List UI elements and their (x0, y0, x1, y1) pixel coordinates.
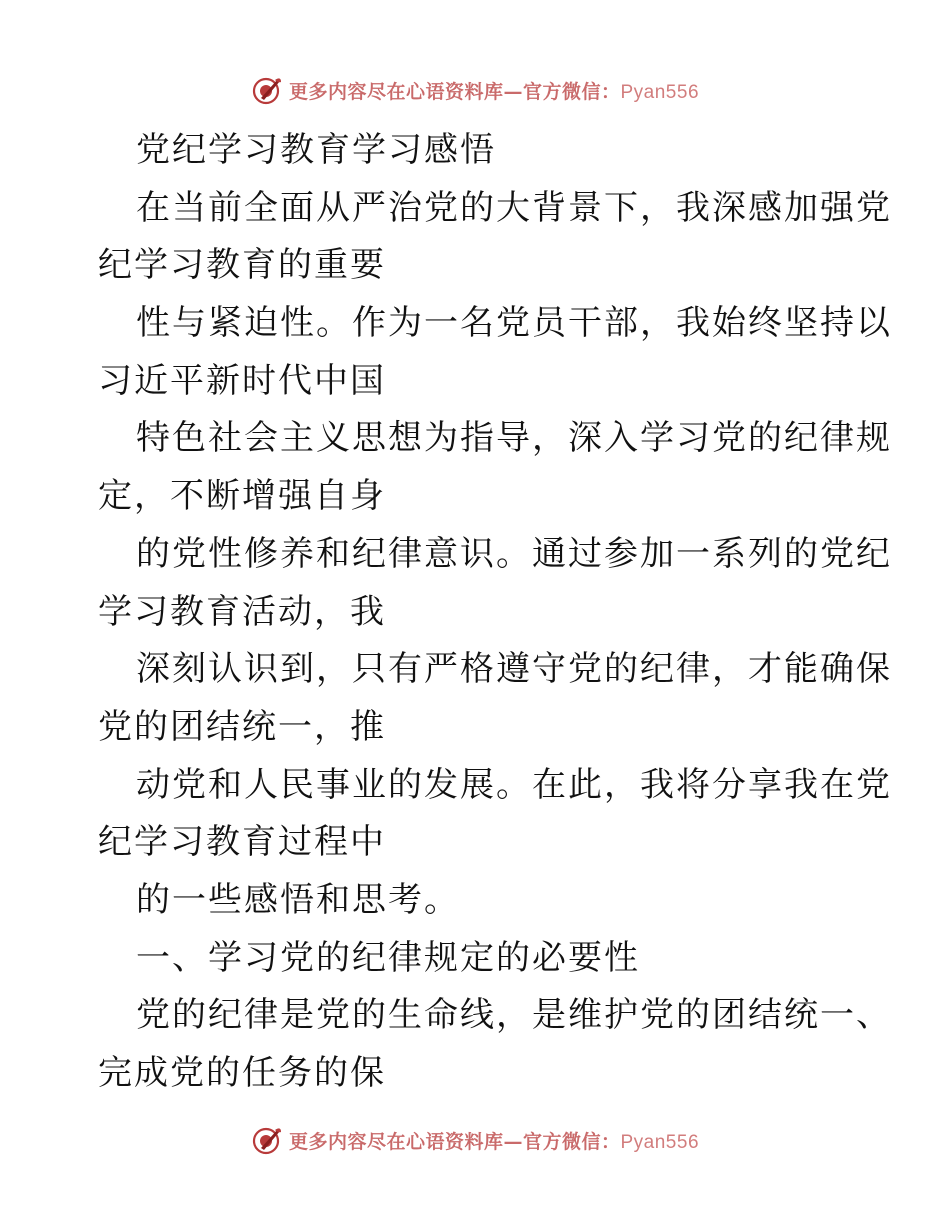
header-banner (0, 70, 950, 110)
section-heading: 一、学习党的纪律规定的必要性 (136, 937, 640, 978)
document-title: 党纪学习教育学习感悟 (136, 130, 496, 170)
footer-banner-text (289, 1127, 699, 1154)
footer-banner-id: Pyan556 (620, 1131, 700, 1153)
paragraph-line: 党的团结统一，推 (98, 706, 386, 747)
paragraph-line: 的党性修养和纪律意识。通过参加一系列的党纪 (136, 533, 892, 574)
paragraph-line: 性与紧迫性。作为一名党员干部，我始终坚持以 (136, 303, 892, 344)
paragraph-line: 深刻认识到，只有严格遵守党的纪律，才能确保 (136, 649, 892, 690)
paragraph-line: 党的纪律是党的生命线，是维护党的团结统一、 (136, 995, 892, 1036)
quill-logo-icon (251, 1124, 283, 1156)
header-banner-id: Pyan556 (620, 81, 700, 103)
paragraph-line: 在当前全面从严治党的大背景下，我深感加强党 (136, 187, 892, 228)
header-banner-text (289, 77, 699, 104)
header-banner-label: 更多内容尽在心语资料库—官方微信： (288, 80, 621, 103)
paragraph-line: 特色社会主义思想为指导，深入学习党的纪律规 (136, 418, 892, 459)
paragraph-line: 定，不断增强自身 (98, 476, 386, 517)
paragraph-line: 学习教育活动，我 (98, 591, 386, 632)
quill-logo-icon (251, 74, 283, 106)
paragraph-line: 纪学习教育过程中 (98, 822, 386, 863)
paragraph-line: 纪学习教育的重要 (98, 245, 386, 286)
paragraph-line: 习近平新时代中国 (98, 360, 386, 401)
document-body (98, 122, 892, 1103)
paragraph-line: 动党和人民事业的发展。在此，我将分享我在党 (136, 764, 892, 805)
footer-banner-label: 更多内容尽在心语资料库—官方微信： (288, 1130, 621, 1153)
paragraph-line: 完成党的任务的保 (98, 1053, 386, 1093)
footer-banner (0, 1120, 950, 1160)
paragraph-line: 的一些感悟和思考。 (136, 879, 460, 920)
